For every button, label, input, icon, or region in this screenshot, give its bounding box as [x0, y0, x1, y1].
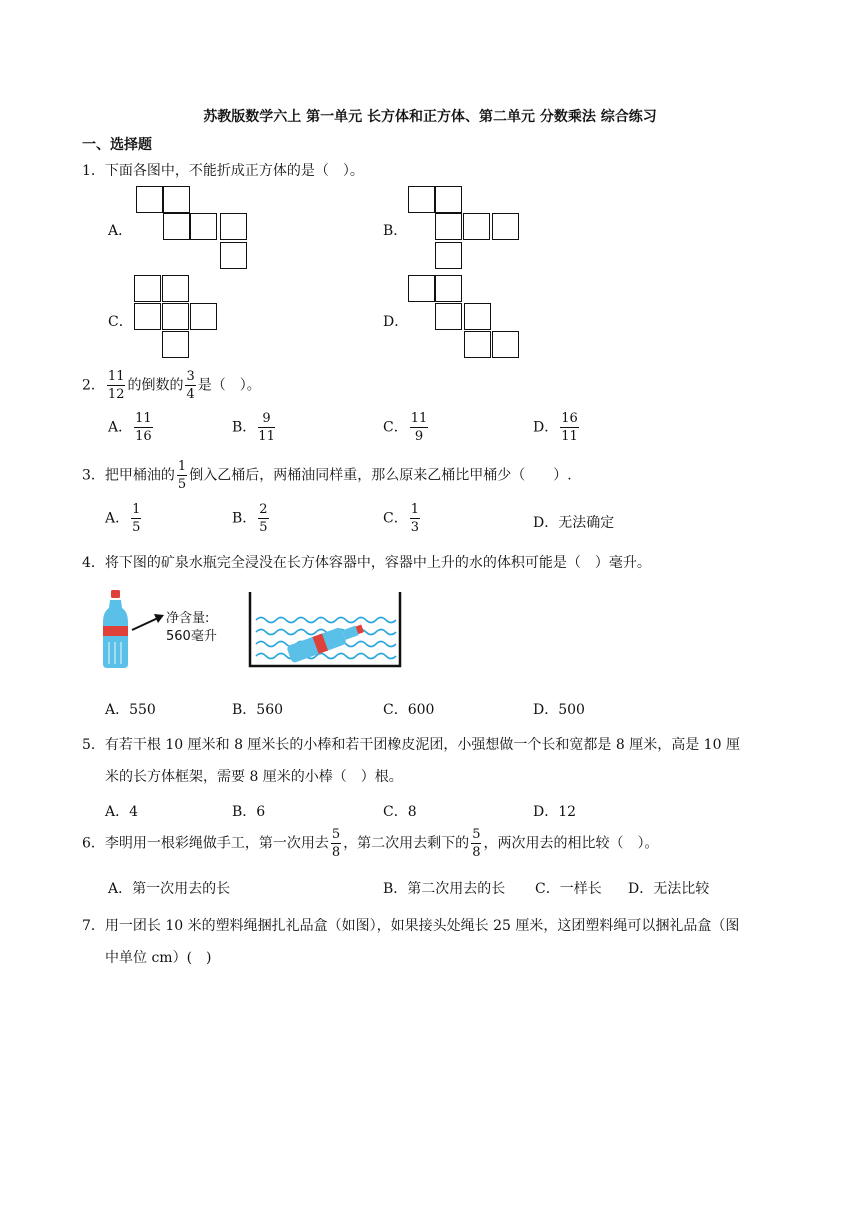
page-title: 苏教版数学六上 第一单元 长方体和正方体、第二单元 分数乘法 综合练习: [203, 109, 657, 125]
q6-option-d: D．无法比较: [628, 881, 710, 897]
q3-pre: 3．把甲桶油的: [82, 467, 175, 484]
q1-option-a-label: A．: [108, 223, 133, 239]
q6-fraction-1: $\frac{5}{8}$: [331, 827, 341, 860]
q6-option-b: B．第二次用去的长: [383, 881, 506, 897]
q2-option-a: A． $\frac{11}{16}$: [108, 411, 152, 444]
section-heading: 一、选择题: [82, 137, 152, 153]
question-7-line-1: 7．用一团长 10 米的塑料绳捆扎礼品盒（如图），如果接头处绳长 25 厘米，这团塑料绳可以捆礼品盒（图: [82, 918, 740, 934]
q2-number: 2．: [82, 377, 105, 394]
q5-option-d: D．12: [533, 804, 577, 820]
question-6-stem: [82, 828, 658, 859]
question-2-stem: [82, 370, 261, 401]
water-container-icon: [250, 592, 400, 666]
q1-option-c-label: C．: [108, 314, 133, 330]
q6-option-c: C．一样长: [535, 881, 602, 897]
q3-option-a: A． $\frac{1}{5}$: [105, 502, 141, 535]
q6-fraction-2: $\frac{5}{8}$: [472, 827, 481, 860]
q5-option-a: A．4: [105, 804, 139, 820]
q4-option-d: D．500: [533, 702, 585, 718]
q6-mid: ，第二次用去剩下的: [343, 835, 470, 852]
q5-option-c: C．8: [383, 804, 417, 820]
q3-option-b: B． $\frac{2}{5}$: [232, 502, 268, 535]
question-7-line-2: 中单位 cm）( ): [105, 950, 212, 966]
q6-post: ，两次用去的相比较（ ）。: [483, 835, 659, 852]
q3-option-d: D．无法确定: [533, 515, 615, 531]
question-5-line-2: 米的长方体框架，需要 8 厘米的小棒（ ）根。: [105, 769, 403, 785]
q2-mid: 的倒数的: [127, 377, 184, 394]
q2-fraction-2: $\frac{3}{4}$: [186, 369, 195, 402]
q4-option-a: A．550: [105, 702, 156, 718]
q2-option-d: D． $\frac{16}{11}$: [533, 411, 578, 444]
q4-figure: [100, 590, 430, 680]
q1-option-d-label: D．: [383, 314, 409, 330]
q2-tail: 是（ ）。: [197, 377, 261, 394]
q2-fraction-1: $\frac{11}{12}$: [107, 369, 125, 402]
q1-option-b-label: B．: [383, 223, 408, 239]
question-5-line-1: 5．有若干根 10 厘米和 8 厘米长的小棒和若干团橡皮泥团，小强想做一个长和宽都是 8 厘米，高是 10 厘: [82, 737, 740, 753]
q4-figure-svg: [100, 590, 430, 680]
question-1-stem: 1．下面各图中，不能折成正方体的是（ ）。: [82, 163, 364, 179]
arrow-icon: [132, 614, 164, 630]
q2-option-b: B． $\frac{9}{11}$: [232, 411, 275, 444]
q4-option-c: C．600: [383, 702, 435, 718]
q4-option-b: B．560: [232, 702, 284, 718]
bottle-label: 净含量: 560毫升: [166, 611, 217, 644]
q3-option-c: C． $\frac{1}{3}$: [383, 502, 419, 535]
q6-pre: 6．李明用一根彩绳做手工，第一次用去: [82, 835, 329, 852]
question-4-stem: 4．将下图的矿泉水瓶完全浸没在长方体容器中，容器中上升的水的体积可能是（ ）毫升。: [82, 555, 651, 571]
q6-option-a: A．第一次用去的长: [108, 881, 231, 897]
water-bottle-icon: [103, 590, 128, 668]
q3-post: 倒入乙桶后，两桶油同样重，那么原来乙桶比甲桶少（ ）.: [189, 467, 572, 484]
question-3-stem: [82, 460, 572, 491]
q5-option-b: B．6: [232, 804, 266, 820]
q2-option-c: C． $\frac{11}{9}$: [383, 411, 428, 444]
q3-fraction: $\frac{1}{5}$: [177, 459, 187, 492]
